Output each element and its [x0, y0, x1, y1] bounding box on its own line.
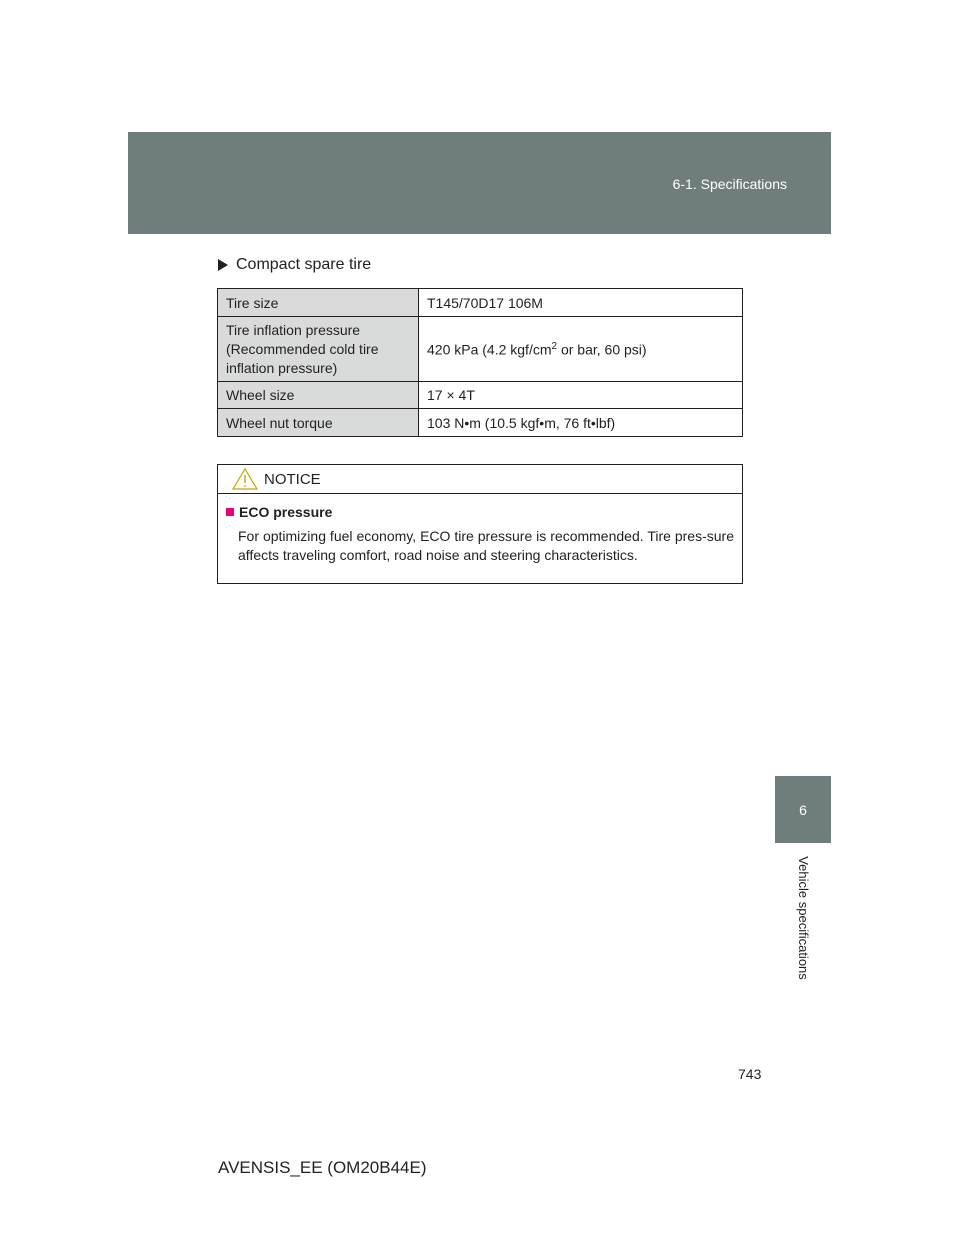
warning-triangle-icon [232, 468, 258, 490]
notice-header [218, 465, 742, 494]
row-label: Wheel nut torque [218, 409, 419, 437]
row-label: Tire size [218, 289, 419, 317]
row-value: 103 N•m (10.5 kgf•m, 76 ft•lbf) [419, 409, 743, 437]
subheading-text: Compact spare tire [236, 256, 372, 273]
square-bullet-icon [226, 508, 234, 516]
page-number: 743 [738, 1066, 762, 1082]
notice-item-title: ECO pressure [226, 504, 734, 520]
table-row [218, 289, 743, 317]
notice-box [217, 464, 743, 584]
chapter-number: 6 [799, 801, 807, 818]
notice-title: NOTICE [264, 470, 321, 488]
section-label: 6-1. Specifications [672, 176, 787, 192]
row-value: 420 kPa (4.2 kgf/$cm^2$ or bar, 60 psi) [419, 317, 743, 382]
footer-code: AVENSIS_EE (OM20B44E) [218, 1158, 427, 1177]
row-value: 17 × 4T [419, 382, 743, 409]
spec-table [217, 288, 743, 437]
table-row [218, 382, 743, 409]
table-row [218, 409, 743, 437]
table-row [218, 317, 743, 382]
row-label: Wheel size [218, 382, 419, 409]
chapter-label: Vehicle specifications [796, 856, 811, 980]
triangle-bullet-icon [218, 259, 228, 271]
notice-item-text: For optimizing fuel economy, ECO tire pressure is recommended. Tire pres-sure affects traveling comfort, road noise and steering characteristics. [238, 528, 734, 563]
subheading [218, 256, 371, 274]
notice-body [218, 494, 742, 565]
header-band [128, 132, 831, 234]
row-label: Tire inflation pressure (Recommended cold tire inflation pressure) [218, 317, 419, 382]
row-value: T145/70D17 106M [419, 289, 743, 317]
